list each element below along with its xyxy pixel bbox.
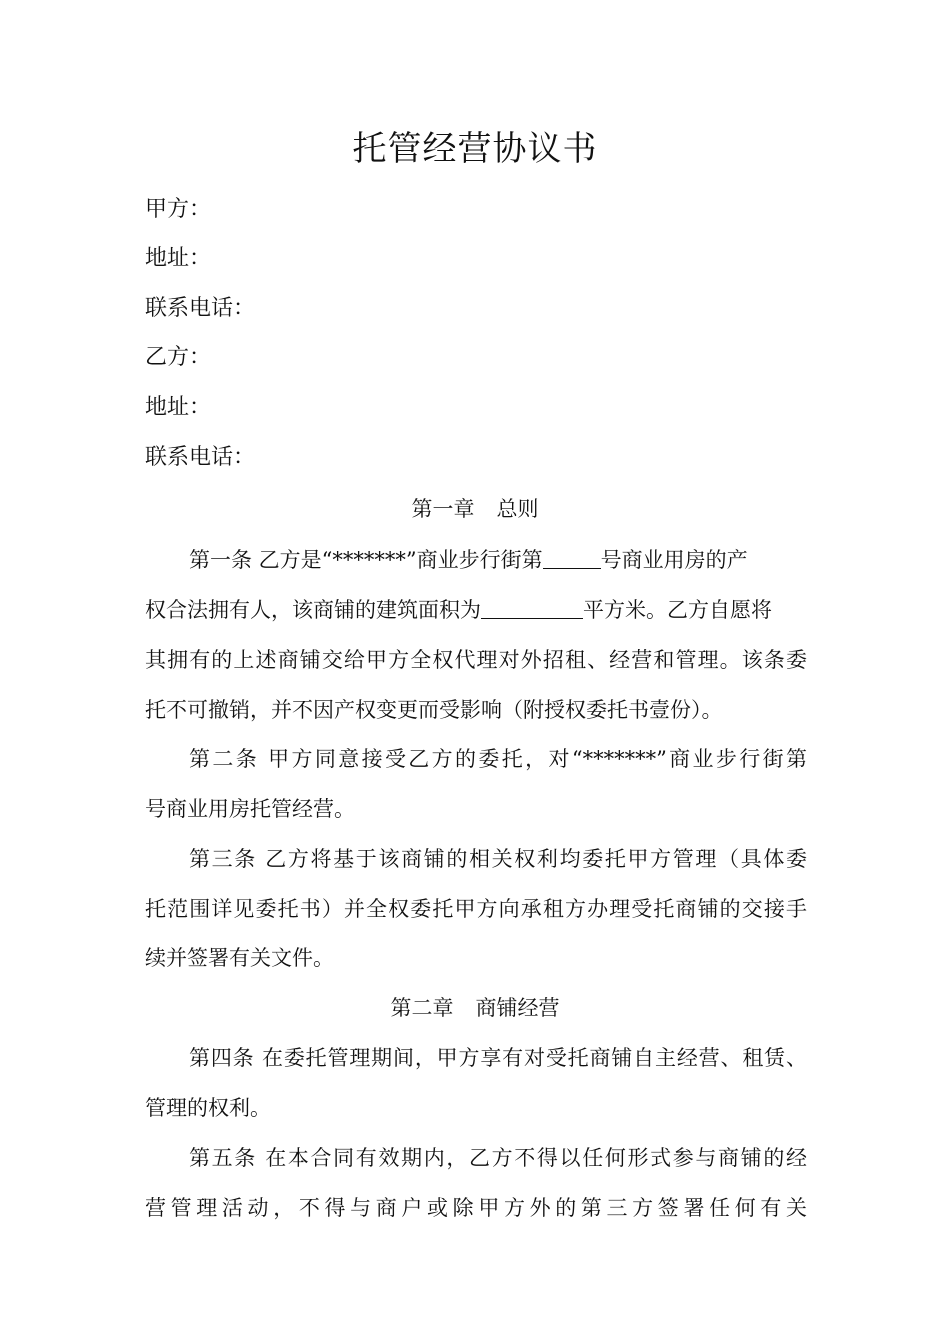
article-4-line-2: 管理的权利。 — [145, 1096, 271, 1120]
party-b-label: 乙方： — [145, 345, 212, 370]
chapter-2-heading — [0, 993, 950, 1023]
chapter-2-name: 商铺经营 — [475, 996, 560, 1020]
chapter-2-number: 第二章 — [390, 996, 454, 1020]
party-a-phone-label: 联系电话： — [145, 296, 256, 321]
chapter-1-heading — [0, 494, 950, 524]
chapter-1-number: 第一章 — [411, 497, 475, 521]
party-b-address-label: 地址： — [145, 395, 212, 420]
article-3-line-3: 续并签署有关文件。 — [145, 946, 334, 970]
article-1-text-b: 号商业用房的产 — [600, 548, 748, 572]
article-3-line-1: 第三条 乙方将基于该商铺的相关权利均委托甲方管理（具体委 — [189, 847, 807, 871]
party-a-label: 甲方： — [145, 197, 212, 222]
chapter-1-name: 总则 — [496, 497, 539, 521]
article-1-text-a: 第一条 乙方是“*******”商业步行街第 — [189, 548, 543, 572]
article-1-text-c: 权合法拥有人，该商铺的建筑面积为 — [145, 598, 481, 622]
party-b-phone-label: 联系电话： — [145, 445, 256, 470]
area-blank — [481, 596, 583, 619]
article-2-line-2: 号商业用房托管经营。 — [145, 797, 355, 821]
article-5-line-1: 第五条 在本合同有效期内，乙方不得以任何形式参与商铺的经 — [189, 1146, 807, 1170]
article-1-text-d: 平方米。乙方自愿将 — [583, 598, 772, 622]
article-1-line-1 — [189, 545, 807, 575]
article-1-line-2 — [145, 595, 807, 625]
article-4-line-1: 第四条 在委托管理期间，甲方享有对受托商铺自主经营、租赁、 — [189, 1046, 807, 1070]
article-5-line-2: 营管理活动，不得与商户或除甲方外的第三方签署任何有关 — [145, 1196, 807, 1220]
article-1-line-3: 其拥有的上述商铺交给甲方全权代理对外招租、经营和管理。该条委 — [145, 648, 807, 672]
building-number-blank — [543, 546, 601, 569]
article-3-line-2: 托范围详见委托书）并全权委托甲方向承租方办理受托商铺的交接手 — [145, 897, 807, 921]
document-title: 托管经营协议书 — [352, 129, 598, 169]
article-2-line-1: 第二条 甲方同意接受乙方的委托，对“*******”商业步行街第 — [189, 747, 807, 771]
party-a-address-label: 地址： — [145, 246, 212, 271]
article-1-line-4: 托不可撤销，并不因产权变更而受影响（附授权委托书壹份）。 — [145, 698, 723, 722]
